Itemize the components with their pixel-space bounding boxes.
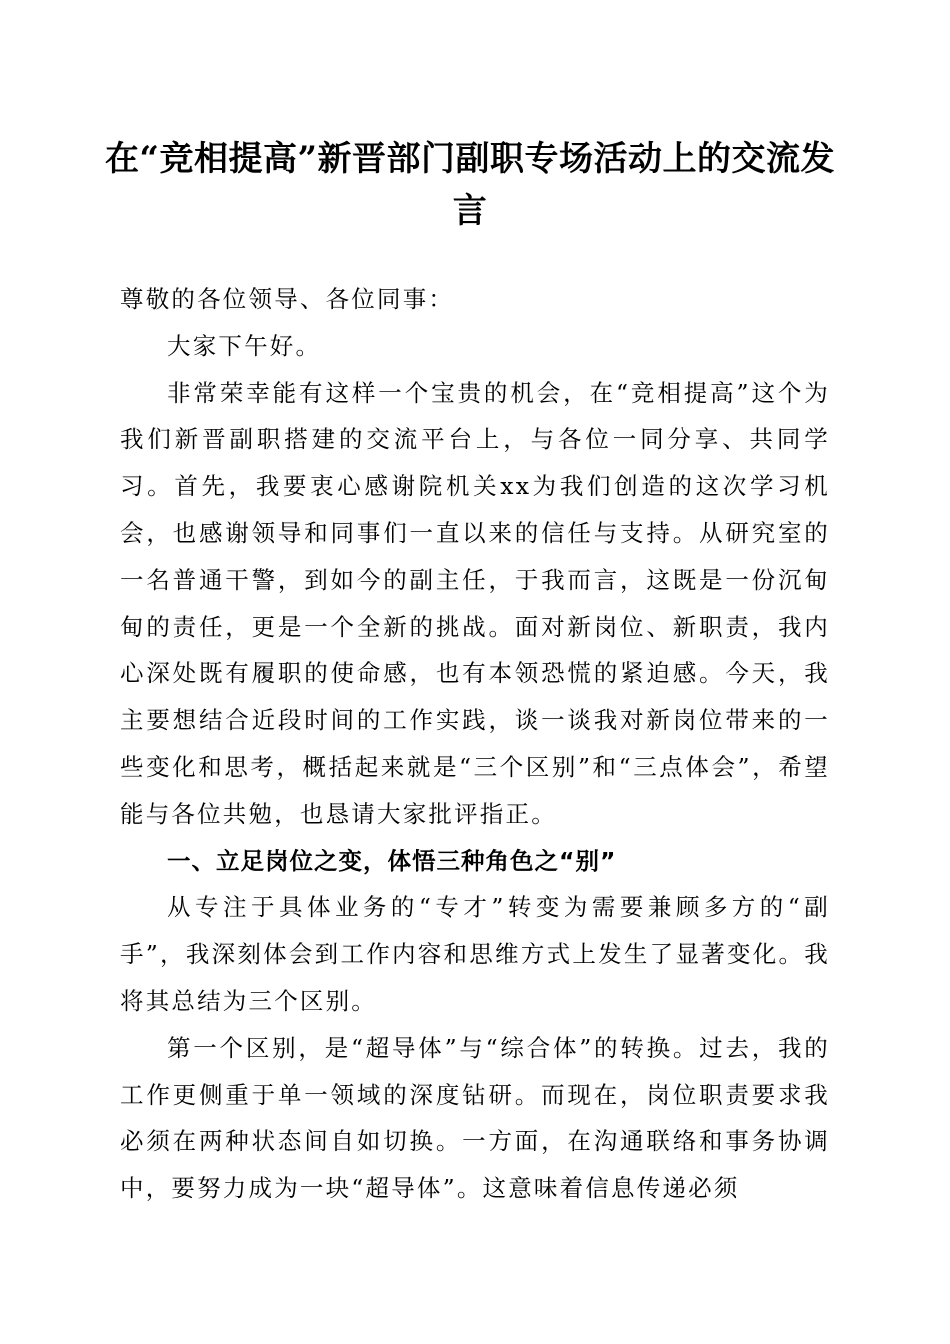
greeting: 大家下午好。 bbox=[167, 331, 322, 360]
section-heading: 一、立足岗位之变，体悟三种角色之“别” bbox=[167, 846, 617, 875]
intro-paragraph: 非常荣幸能有这样一个宝贵的机会，在“竞相提高”这个为我们新晋副职搭建的交流平台上，与各位一同分享、共同学习。首先，我要衷心感谢院机关xx为我们创造的这次学习机会，也感谢领导和同事们一直以来的信任与支持。从研究室的一名普通干警，到如今的副主任，于我而言，这既是一份沉甸甸的责任，更是一个全新的挑战。面对新岗位、新职责，我内心深处既有履职的使命感，也有本领恐慌的紧迫感。今天，我主要想结合近段时间的工作实践，谈一谈我对新岗位带来的一些变化和思考，概括起来就是“三个区别”和“三点体会”，希望能与各位共勉，也恳请大家批评指正。 bbox=[120, 378, 830, 828]
section-paragraph: 从专注于具体业务的“专才”转变为需要兼顾多方的“副手”，我深刻体会到工作内容和思维方式上发生了显著变化。我将其总结为三个区别。 bbox=[120, 893, 830, 1015]
document-title: 在“竞相提高”新晋部门副职专场活动上的交流发言 bbox=[104, 139, 836, 231]
document-body bbox=[120, 276, 830, 1212]
salutation: 尊敬的各位领导、各位同事： bbox=[120, 285, 455, 313]
section-paragraph: 第一个区别，是“超导体”与“综合体”的转换。过去，我的工作更侧重于单一领域的深度钻研。而现在，岗位职责要求我必须在两种状态间自如切换。一方面，在沟通联络和事务协调中，要努力成为一块“超导体”。这意味着信息传递必须 bbox=[120, 1033, 830, 1203]
